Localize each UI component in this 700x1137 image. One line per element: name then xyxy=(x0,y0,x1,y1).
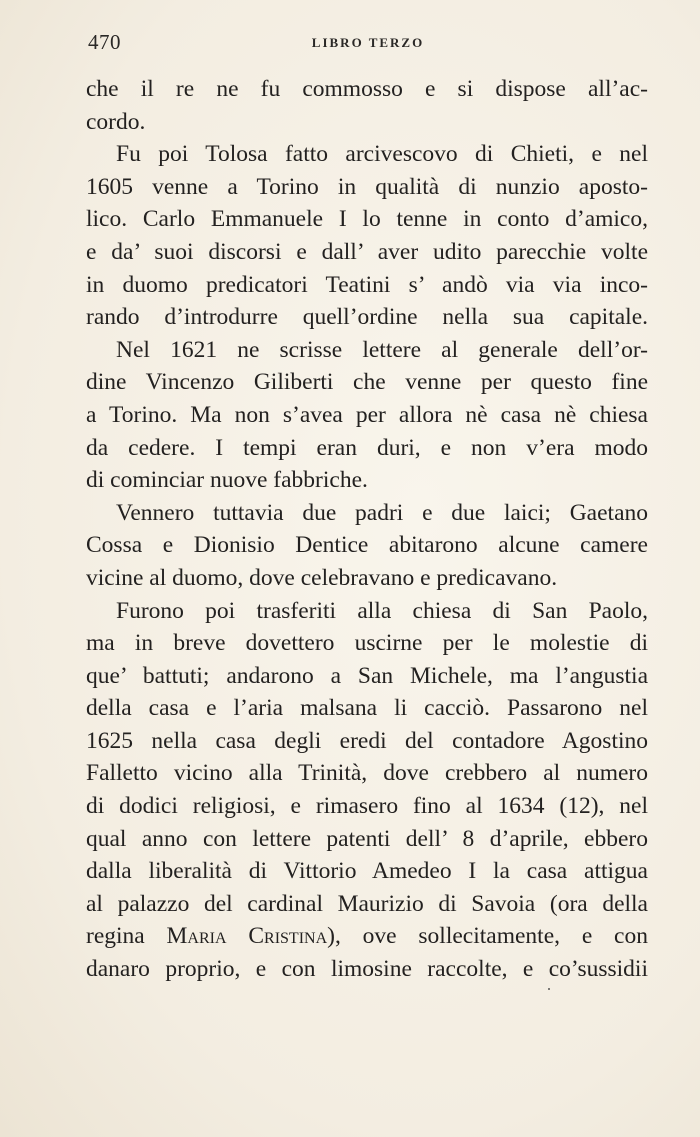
catchword-mark xyxy=(548,988,550,990)
text-line: dine Vincenzo Giliberti che venne per questo fine xyxy=(86,369,648,396)
text-line: lico. Carlo Emmanuele I lo tenne in conto d’amico, xyxy=(86,206,648,233)
page-header xyxy=(88,30,648,60)
text-line: e da’ suoi discorsi e dall’ aver udito parecchie volte xyxy=(86,238,648,265)
text-line: che il re ne fu commosso e si dispose all’ac- xyxy=(86,76,648,102)
text-line: Fu poi Tolosa fatto arcivescovo di Chieti, e nel xyxy=(116,141,648,168)
text-line: dalla liberalità di Vittorio Amedeo I la casa attigua xyxy=(86,858,648,885)
text-line: al palazzo del cardinal Maurizio di Savoia (ora della xyxy=(86,890,648,917)
text-line: in duomo predicatori Teatini s’ andò via via inco- xyxy=(86,271,648,298)
text-line: Vennero tuttavia due padri e due laici; Gaetano xyxy=(116,499,648,526)
text-line: a Torino. Ma non s’avea per allora nè casa nè chiesa xyxy=(86,401,648,428)
text-line: Falletto vicino alla Trinità, dove crebbero al numero xyxy=(86,760,648,787)
text-line: que’ battuti; andarono a San Michele, ma l’angustia xyxy=(86,662,648,689)
text-line: di cominciar nuove fabbriche. xyxy=(86,467,368,494)
text-line: 1605 venne a Torino in qualità di nunzio aposto- xyxy=(86,173,648,200)
text-line: ma in breve dovettero uscirne per le molestie di xyxy=(86,630,648,657)
text-line: vicine al duomo, dove celebravano e predicavano. xyxy=(86,564,558,591)
text-line: della casa e l’aria malsana li cacciò. Passarono nel xyxy=(86,695,648,722)
small-caps-name: Maria Cristina xyxy=(166,923,328,950)
text-line: qual anno con lettere patenti dell’ 8 d’aprile, ebbero xyxy=(86,825,648,852)
text-line: danaro proprio, e con limosine raccolte, e co’sussidii xyxy=(86,956,648,983)
running-head: LIBRO TERZO xyxy=(311,35,425,50)
text-line: regina Maria Cristina), ove sollecitamente, e con xyxy=(86,923,648,950)
text-line: da cedere. I tempi eran duri, e non v’era modo xyxy=(86,434,648,461)
text-line: Nel 1621 ne scrisse lettere al generale dell’or- xyxy=(116,336,648,363)
body-text xyxy=(86,73,648,986)
text-line: Furono poi trasferiti alla chiesa di San Paolo, xyxy=(116,597,648,624)
text-line: rando d’introdurre quell’ordine nella sua capitale. xyxy=(86,304,648,331)
text-line: cordo. xyxy=(86,108,146,135)
text-line: 1625 nella casa degli eredi del contadore Agostino xyxy=(86,727,648,754)
page-number: 470 xyxy=(88,30,121,54)
text-line: Cossa e Dionisio Dentice abitarono alcune camere xyxy=(86,532,648,559)
text-line: di dodici religiosi, e rimasero fino al 1634 (12), nel xyxy=(86,793,648,820)
